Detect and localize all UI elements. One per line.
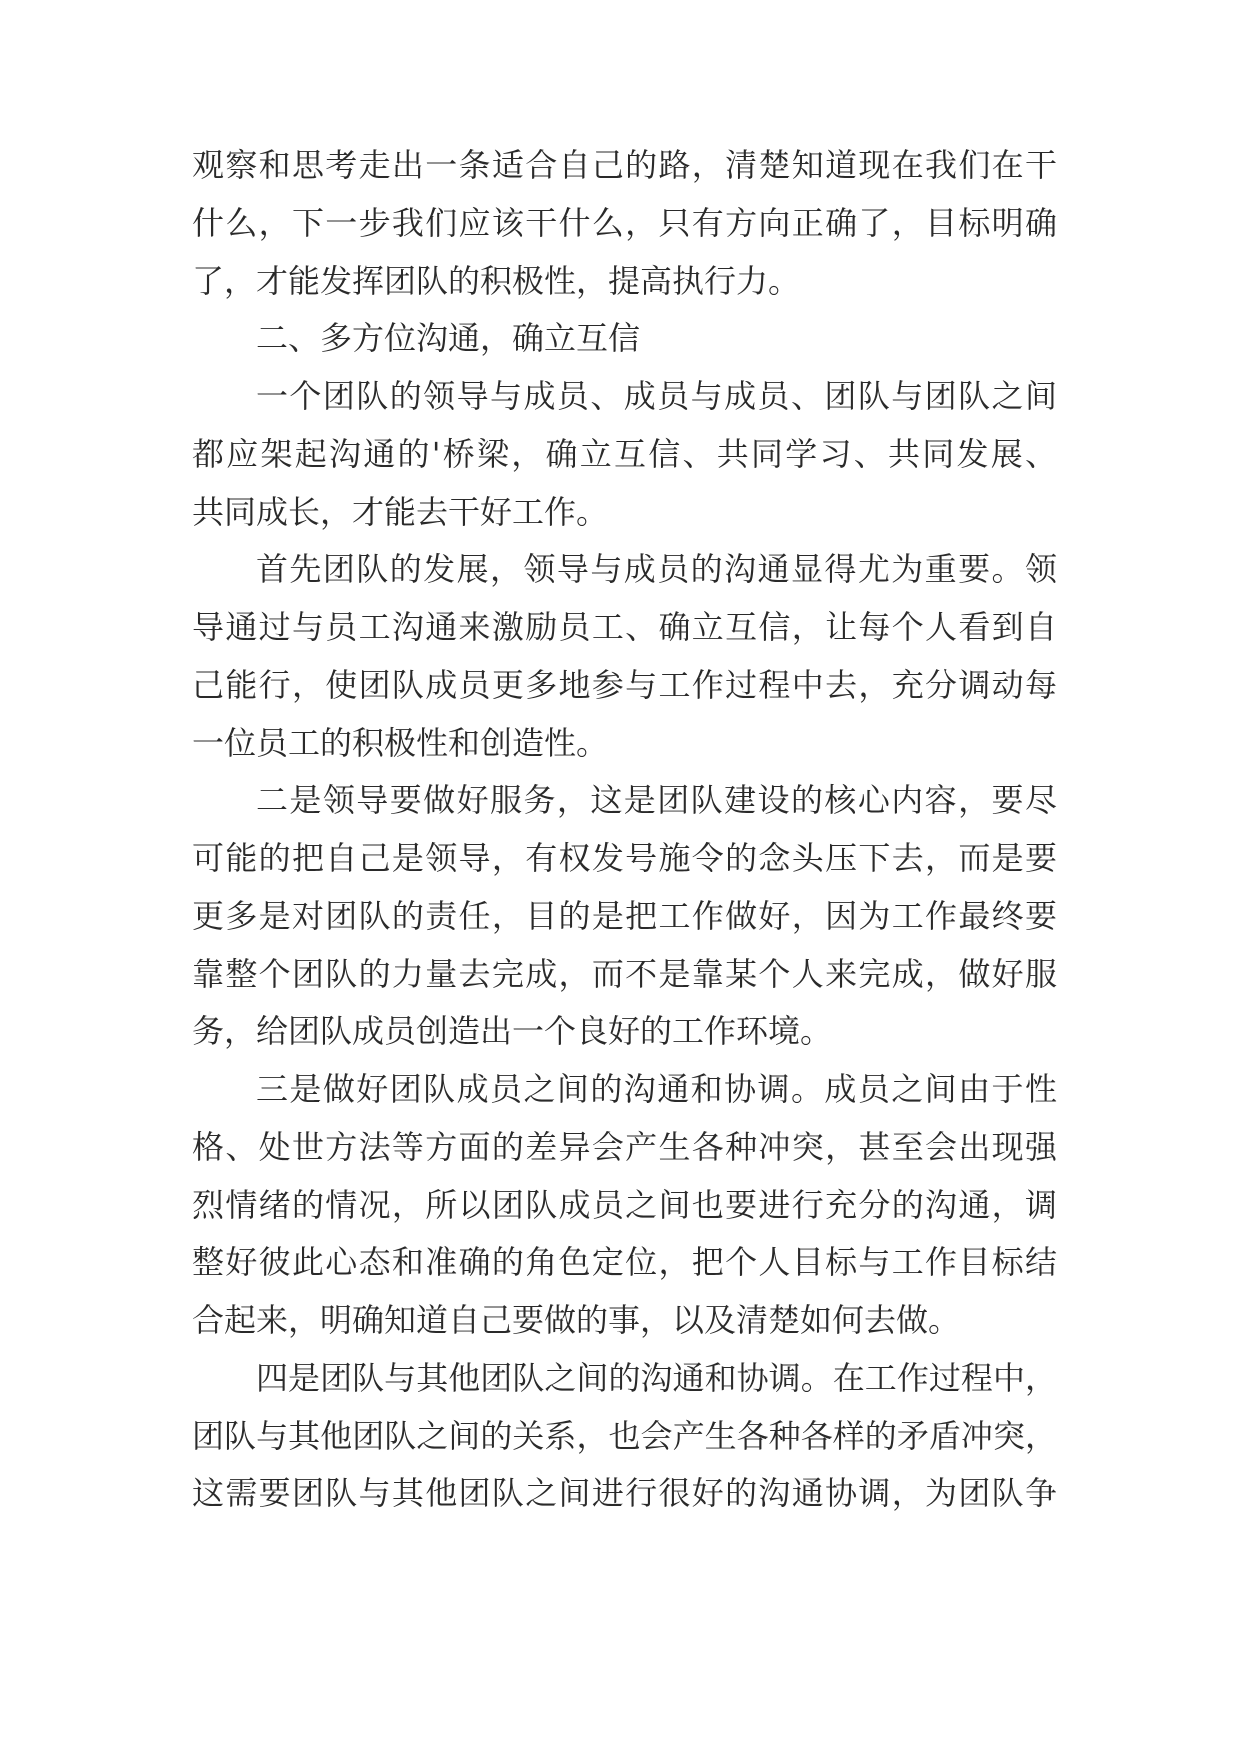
text-line: 首先团队的发展，领导与成员的沟通显得尤为重要。领 (256, 550, 1057, 588)
text-line: 都应架起沟通的'桥梁，确立互信、共同学习、共同发展、 (192, 435, 1057, 473)
text-line: 合起来，明确知道自己要做的事，以及清楚如何去做。 (192, 1301, 961, 1339)
text-line: 三是做好团队成员之间的沟通和协调。成员之间由于性 (256, 1070, 1057, 1108)
text-line: 四是团队与其他团队之间的沟通和协调。在工作过程中， (256, 1359, 1057, 1397)
text-line: 格、处世方法等方面的差异会产生各种冲突，甚至会出现强 (192, 1128, 1057, 1166)
text-line: 团队与其他团队之间的关系，也会产生各种各样的矛盾冲突， (192, 1417, 1057, 1455)
section-heading: 二、多方位沟通，确立互信 (256, 319, 641, 357)
text-line: 可能的把自己是领导，有权发号施令的念头压下去，而是要 (192, 839, 1057, 877)
text-line: 共同成长，才能去干好工作。 (192, 493, 609, 531)
text-line: 观察和思考走出一条适合自己的路，清楚知道现在我们在干 (192, 146, 1057, 184)
text-line: 更多是对团队的责任，目的是把工作做好，因为工作最终要 (192, 897, 1057, 935)
text-line: 什么，下一步我们应该干什么，只有方向正确了，目标明确 (192, 204, 1057, 242)
text-line: 二是领导要做好服务，这是团队建设的核心内容，要尽 (256, 781, 1057, 819)
text-line: 了，才能发挥团队的积极性，提高执行力。 (192, 262, 801, 300)
text-line: 一位员工的积极性和创造性。 (192, 724, 609, 762)
text-line: 靠整个团队的力量去完成，而不是靠某个人来完成，做好服 (192, 955, 1057, 993)
text-line: 导通过与员工沟通来激励员工、确立互信，让每个人看到自 (192, 608, 1057, 646)
text-line: 烈情绪的情况，所以团队成员之间也要进行充分的沟通，调 (192, 1186, 1057, 1224)
text-line: 一个团队的领导与成员、成员与成员、团队与团队之间 (256, 377, 1057, 415)
text-line: 务，给团队成员创造出一个良好的工作环境。 (192, 1012, 833, 1050)
text-line: 己能行，使团队成员更多地参与工作过程中去，充分调动每 (192, 666, 1057, 704)
text-line: 整好彼此心态和准确的角色定位，把个人目标与工作目标结 (192, 1243, 1057, 1281)
text-line: 这需要团队与其他团队之间进行很好的沟通协调，为团队争 (192, 1474, 1057, 1512)
